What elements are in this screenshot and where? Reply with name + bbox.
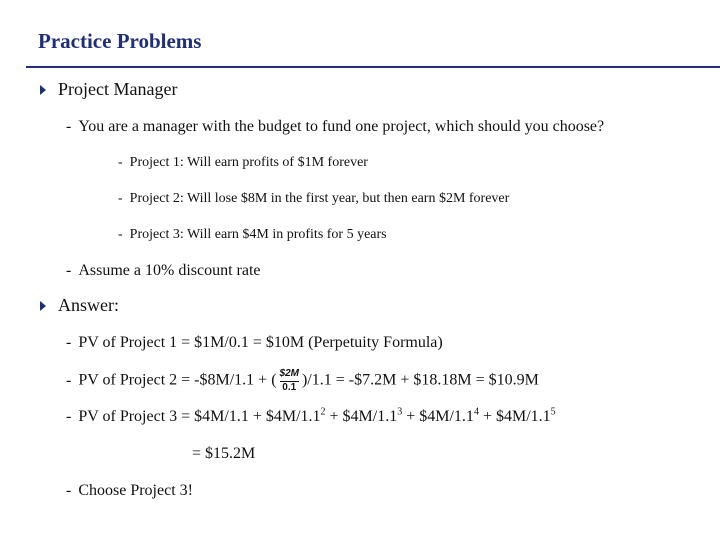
dash: - xyxy=(66,334,72,351)
dash: - xyxy=(118,155,123,170)
exponent: 4 xyxy=(473,406,479,418)
fraction-numerator: $2M xyxy=(279,368,299,379)
pv-project-1-label: PV of Project 1 = $1M/0.1 = $10M (Perpetuity Formula) xyxy=(78,334,443,351)
conclusion-label: Choose Project 3! xyxy=(78,482,193,499)
fraction-denominator: 0.1 xyxy=(282,381,297,393)
pv-project-3-result: = $15.2M xyxy=(192,445,256,462)
project-label: Project 1: Will earn profits of $1M forever xyxy=(129,155,368,170)
question-text xyxy=(66,118,604,136)
dash: - xyxy=(66,482,72,499)
pv-project-3-part: PV of Project 3 = $4M/1.1 + $4M/1.1 xyxy=(78,408,321,425)
pv-project-2 xyxy=(66,369,539,393)
pv-project-3-part: + $4M/1.1 xyxy=(478,408,551,425)
assumption-text xyxy=(66,262,261,280)
pv-project-2-prefix: PV of Project 2 = -$8M/1.1 + ( xyxy=(78,371,277,389)
slide-title: Practice Problems xyxy=(38,29,202,53)
dash: - xyxy=(66,118,72,135)
pv-project-3-part: + $4M/1.1 xyxy=(402,408,474,425)
dash: - xyxy=(118,191,123,206)
exponent: 2 xyxy=(320,406,326,418)
question-label: You are a manager with the budget to fund one project, which should you choose? xyxy=(78,118,605,135)
project-item xyxy=(118,191,509,207)
project-item xyxy=(118,155,368,171)
exponent: 5 xyxy=(550,406,556,418)
section-heading-project-manager: Project Manager xyxy=(58,79,178,99)
dash: - xyxy=(66,371,72,389)
project-label: Project 2: Will lose $8M in the first year, but then earn $2M forever xyxy=(129,191,510,206)
conclusion-text xyxy=(66,482,193,500)
pv-project-3-part: + $4M/1.1 xyxy=(325,408,398,425)
pv-project-2-suffix: )/1.1 = -$7.2M + $18.18M = $10.9M xyxy=(301,371,539,389)
project-item xyxy=(118,227,387,243)
assumption-label: Assume a 10% discount rate xyxy=(78,262,261,279)
dash: - xyxy=(118,227,123,242)
section-heading-answer: Answer: xyxy=(58,295,119,315)
pv-project-1 xyxy=(66,334,443,352)
pv-project-3 xyxy=(66,408,556,426)
exponent: 3 xyxy=(397,406,403,418)
project-label: Project 3: Will earn $4M in profits for 5 years xyxy=(129,227,387,242)
perpetuity-fraction xyxy=(280,369,299,393)
dash: - xyxy=(66,408,72,425)
triangle-right-icon xyxy=(40,85,46,95)
triangle-right-icon xyxy=(40,301,46,311)
title-divider xyxy=(26,66,720,68)
dash: - xyxy=(66,262,72,279)
